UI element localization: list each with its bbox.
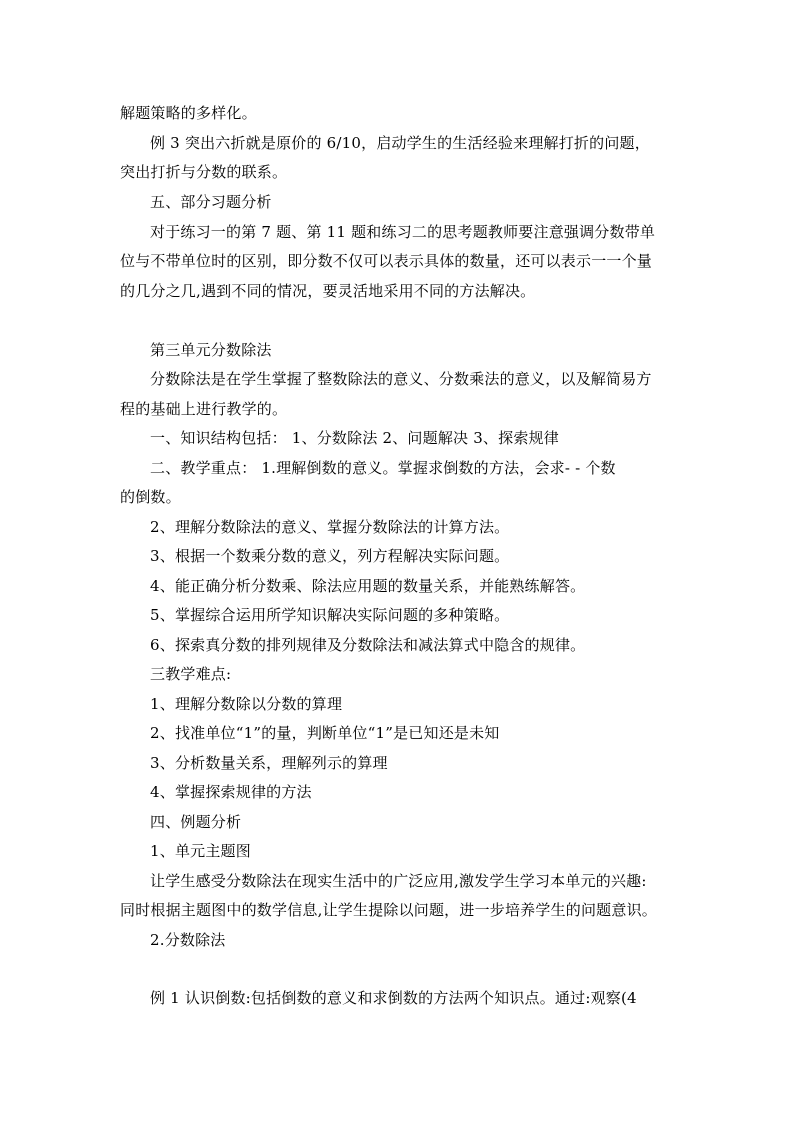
text-line: 位与不带单位时的区别，即分数不仅可以表示具体的数量，还可以表示一一个量 bbox=[120, 252, 653, 270]
text-line: 例 1 认识倒数:包括倒数的意义和求倒数的方法两个知识点。通过:观察(4 bbox=[150, 989, 637, 1007]
list-item: 2.分数除法 bbox=[150, 931, 226, 949]
list-item: 1、单元主题图 bbox=[150, 842, 251, 860]
list-item: 4、掌握探索规律的方法 bbox=[150, 783, 312, 801]
list-item: 5、掌握综合运用所学知识解决实际问题的多种策略。 bbox=[150, 606, 510, 624]
list-item: 3、分析数量关系，理解列示的算理 bbox=[150, 754, 388, 772]
list-item: 6、探索真分数的排列规律及分数除法和减法算式中隐含的规律。 bbox=[150, 636, 586, 654]
list-item: 2、找准单位“1”的量，判断单位“1”是已知还是未知 bbox=[150, 724, 500, 742]
text-line: 同时根据主题图中的数学信息,让学生提除以问题，进一步培养学生的问题意识。 bbox=[120, 901, 657, 919]
text-line: 的几分之几,遇到不同的情况，要灵活地采用不同的方法解决。 bbox=[120, 282, 536, 300]
text-line: 的倒数。 bbox=[120, 488, 181, 506]
list-item: 2、理解分数除法的意义、掌握分数除法的计算方法。 bbox=[150, 518, 510, 536]
list-item: 1、理解分数除以分数的算理 bbox=[150, 695, 343, 713]
section-heading: 一、知识结构包括： 1、分数除法 2、问题解决 3、探索规律 bbox=[150, 429, 559, 447]
list-item: 3、根据一个数乘分数的意义，列方程解决实际问题。 bbox=[150, 547, 510, 565]
section-heading: 四、例题分析 bbox=[150, 813, 242, 831]
chapter-title: 第三单元分数除法 bbox=[150, 341, 272, 359]
text-line: 分数除法是在学生掌握了整数除法的意义、分数乘法的意义，以及解简易方 bbox=[150, 370, 652, 388]
text-line: 突出打折与分数的联系。 bbox=[120, 163, 288, 181]
section-heading: 五、部分习题分析 bbox=[150, 193, 272, 211]
text-line: 让学生感受分数除法在现实生活中的广泛应用,激发学生学习本单元的兴趣: bbox=[150, 872, 647, 890]
text-line: 例 3 突出六折就是原价的 6/10，启动学生的生活经验来理解打折的问题， bbox=[150, 134, 650, 152]
list-item: 4、能正确分析分数乘、除法应用题的数量关系，并能熟练解答。 bbox=[150, 577, 586, 595]
section-heading: 二、教学重点： 1.理解倒数的意义。掌握求倒数的方法，会求- - 个数 bbox=[150, 459, 616, 477]
section-heading: 三教学难点: bbox=[150, 665, 232, 683]
text-line: 解题策略的多样化。 bbox=[120, 104, 257, 122]
text-line: 程的基础上进行教学的。 bbox=[120, 400, 288, 418]
text-line: 对于练习一的第 7 题、第 11 题和练习二的思考题教师要注意强调分数带单 bbox=[150, 223, 656, 241]
